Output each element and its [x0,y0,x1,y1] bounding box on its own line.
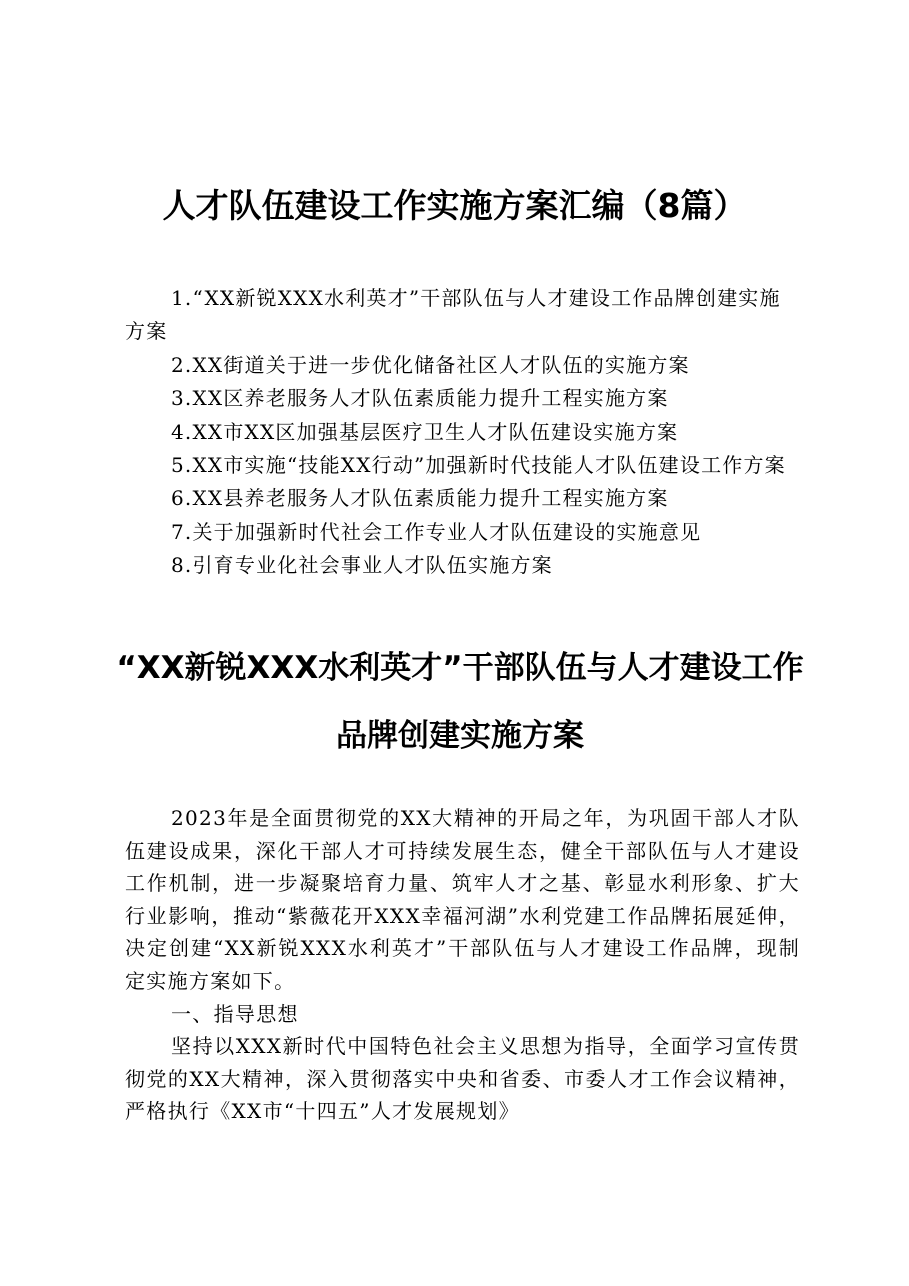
toc-item: 3.XX区养老服务人才队伍素质能力提升工程实施方案 [171,386,669,411]
section-title: “XX新锐XXX水利英才”干部队伍与人才建设工作品牌创建实施方案 [116,650,804,754]
toc-item: 5.XX市实施“技能XX行动”加强新时代技能人才队伍建设工作方案 [171,453,786,478]
intro-paragraph: 2023年是全面贯彻党的XX大精神的开局之年，为巩固干部人才队伍建设成果，深化干部人才可持续发展生态，健全干部队伍与人才建设工作机制，进一步凝聚培育力量、筑牢人才之基、彰显水利形象、扩大行业影响，推动“紫薇花开XXX幸福河湖”水利党建工作品牌拓展延伸，决定创建“XX新锐XXX水利英才”干部队伍与人才建设工作品牌，现制定实施方案如下。 [125,806,800,993]
toc-item: 4.XX市XX区加强基层医疗卫生人才队伍建设实施方案 [171,419,679,444]
body-text [125,802,800,1128]
table-of-contents [125,282,800,583]
toc-item: 1.“XX新锐XXX水利英才”干部队伍与人才建设工作品牌创建实施方案 [125,286,781,344]
toc-item: 7.关于加强新时代社会工作专业人才队伍建设的实施意见 [171,519,702,544]
toc-item: 6.XX县养老服务人才队伍素质能力提升工程实施方案 [171,486,669,511]
section-heading: 一、指导思想 [171,1001,299,1026]
body-paragraph: 坚持以XXX新时代中国特色社会主义思想为指导，全面学习宣传贯彻党的XX大精神，深入贯彻落实中央和省委、市委人才工作会议精神，严格执行《XX市“十四五”人才发展规划》 [125,1034,800,1124]
toc-item: 8.引育专业化社会事业人才队伍实施方案 [171,553,553,578]
toc-item: 2.XX街道关于进一步优化储备社区人才队伍的实施方案 [171,352,690,377]
document-title: 人才队伍建设工作实施方案汇编（8篇） [162,186,747,225]
